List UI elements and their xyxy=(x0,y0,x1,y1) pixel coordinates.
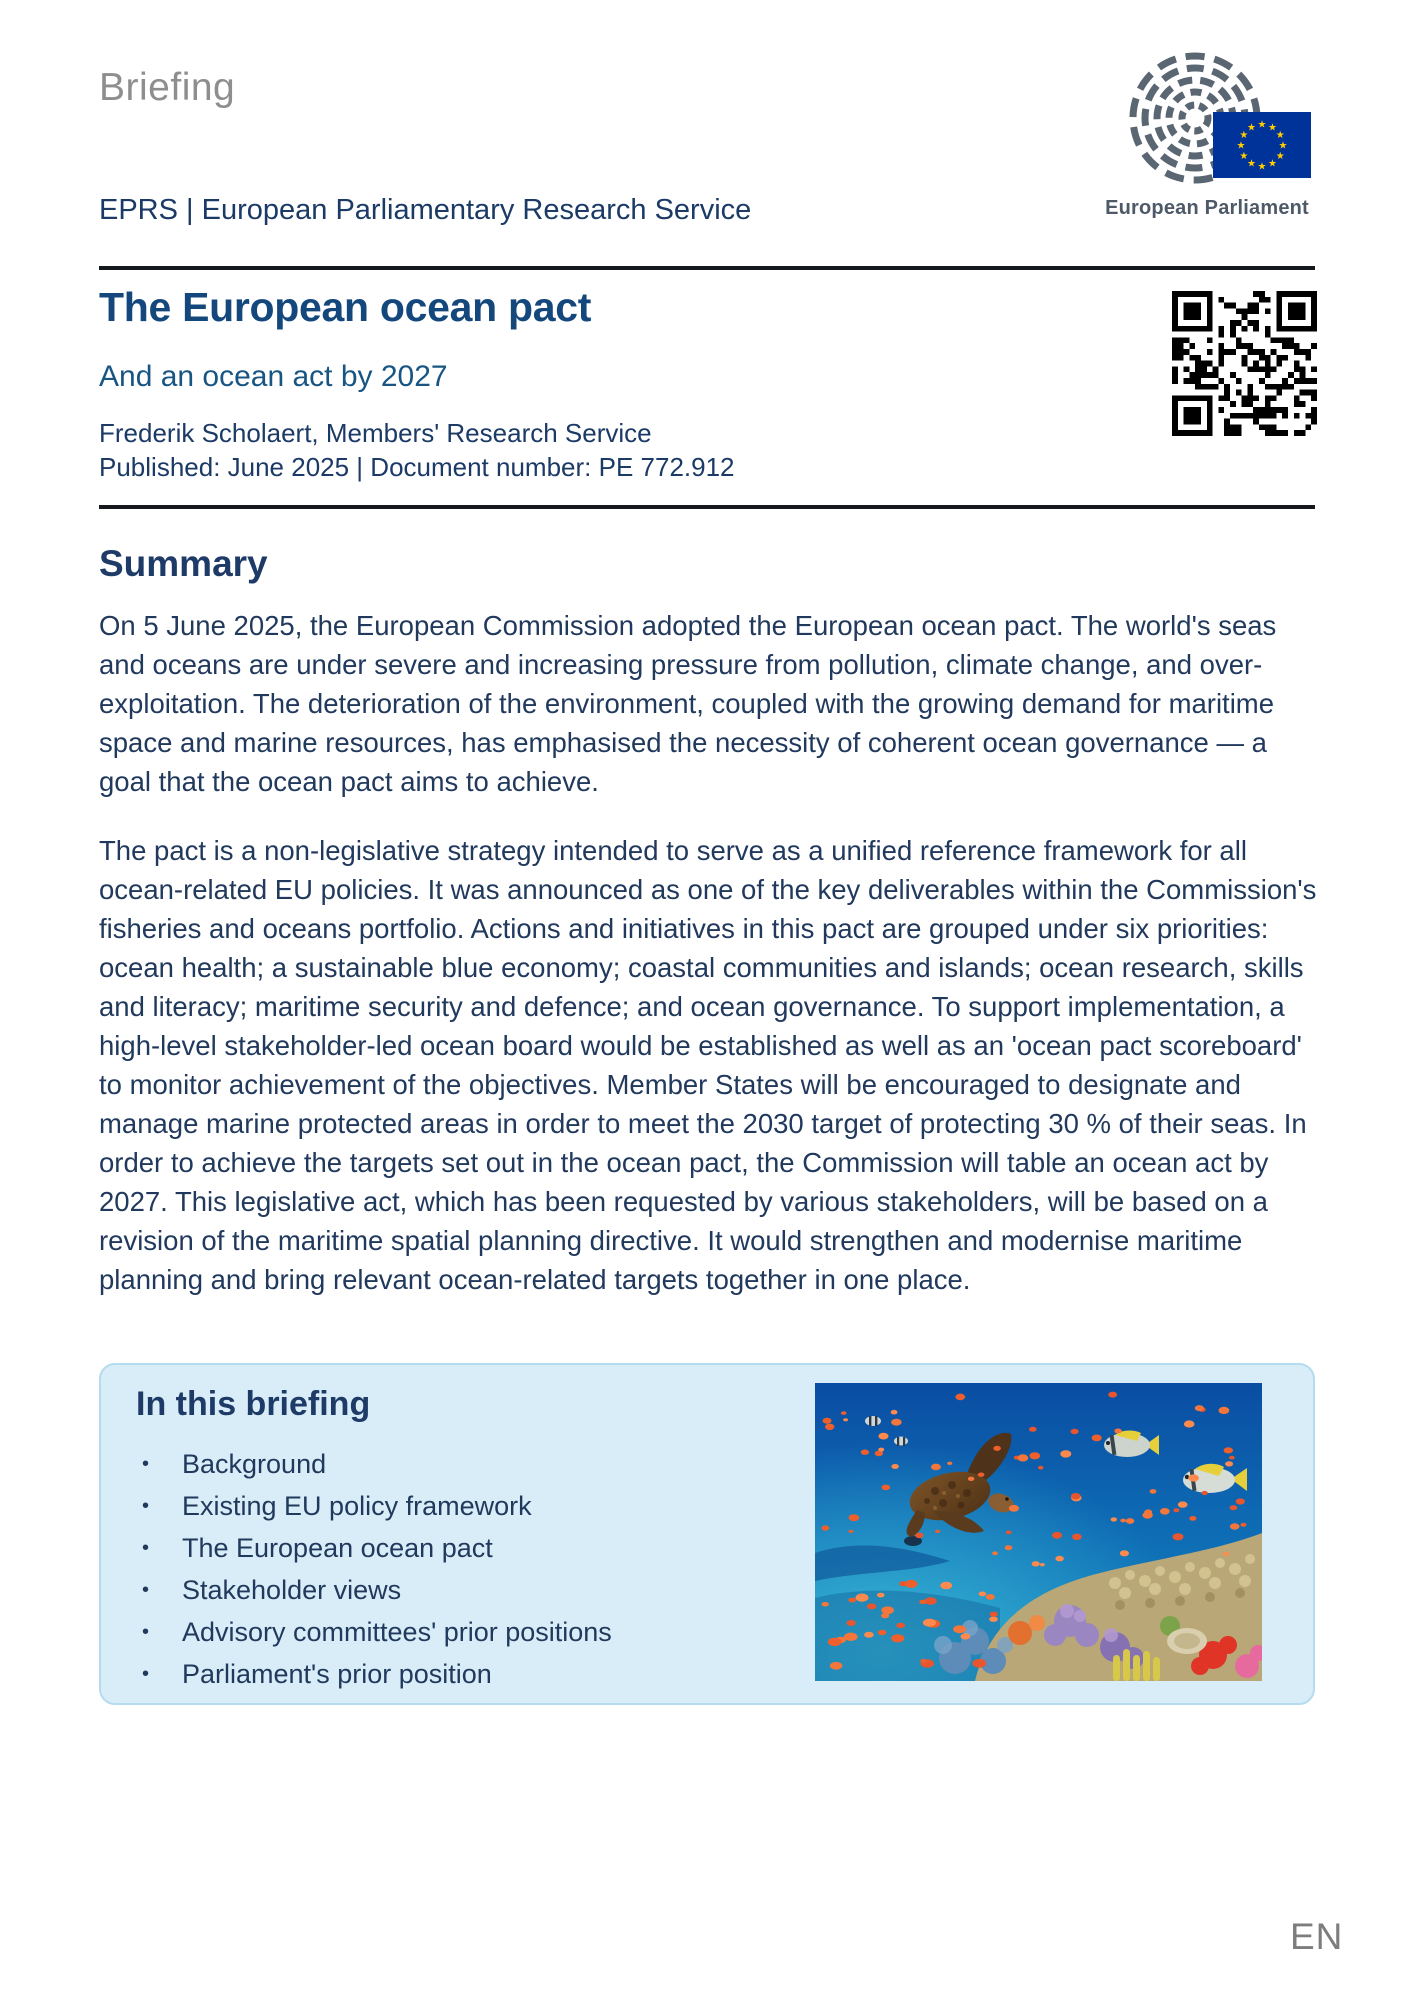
briefing-item-parliaments-prior-position[interactable]: • Parliament's prior position xyxy=(136,1653,612,1695)
summary-body xyxy=(99,606,1321,1329)
briefing-item-stakeholder-views[interactable]: • Stakeholder views xyxy=(136,1569,612,1611)
page-title: The European ocean pact xyxy=(99,284,592,330)
coral-reef-photo xyxy=(815,1383,1262,1681)
logo-caption: European Parliament xyxy=(1105,197,1309,219)
in-this-briefing-box xyxy=(99,1363,1315,1705)
horizontal-rule-top xyxy=(99,266,1315,270)
briefing-contents-list xyxy=(136,1443,612,1695)
hemicycle-logo-icon xyxy=(1098,52,1316,190)
briefing-item-the-european-ocean-pact[interactable]: • The European ocean pact xyxy=(136,1527,612,1569)
page-subtitle: And an ocean act by 2027 xyxy=(99,360,448,393)
summary-paragraph: On 5 June 2025, the European Commission adopted the European ocean pact. The world's seas and oceans are under severe and increasing pressure from pollution, climate change, and over-exploitation. The deterioration of the environment, coupled with the growing demand for maritime space and marine resources, has emphasised the necessity of coherent ocean governance — a goal that the ocean pact aims to achieve. xyxy=(99,610,1277,797)
author-line: Frederik Scholaert, Members' Research Service xyxy=(99,418,652,448)
svg-text:★: ★ xyxy=(1278,140,1288,152)
horizontal-rule-bottom xyxy=(99,505,1315,509)
svg-text:★: ★ xyxy=(1247,158,1256,170)
svg-text:★: ★ xyxy=(1257,119,1267,131)
svg-text:★: ★ xyxy=(1239,130,1249,141)
summary-paragraph: The pact is a non-legislative strategy intended to serve as a unified reference framework for all ocean-related EU policies. It was announced as one of the key deliverables within the Commission's fisheries and oceans portfolio. Actions and initiatives in this pact are grouped under six priorities: ocean health; a sustainable blue economy; coastal communities and islands; ocean research, skills and literacy; maritime security and defence; and ocean governance. To support implementation, a high-level stakeholder-led ocean board would be established as well as an 'ocean pact scoreboard' to monitor achievement of the objectives. Member States will be encouraged to designate and manage marine protected areas in order to meet the 2030 target of protecting 30 % of their seas. In order to achieve the targets set out in the ocean pact, the Commission will table an ocean act by 2027. This legislative act, which has been requested by various stakeholders, will be based on a revision of the maritime spatial planning directive. It would strengthen and modernise maritime planning and bring relevant ocean-related targets together in one place. xyxy=(99,835,1317,1295)
svg-text:★: ★ xyxy=(1268,158,1277,170)
qr-code xyxy=(1172,291,1317,436)
briefing-item-existing-eu-policy-framework[interactable]: • Existing EU policy framework xyxy=(136,1485,612,1527)
briefing-item-background[interactable]: • Background xyxy=(136,1443,612,1485)
published-line: Published: June 2025 | Document number: PE 772.912 xyxy=(99,452,735,482)
svg-text:★: ★ xyxy=(1239,151,1249,162)
european-parliament-logo xyxy=(1098,52,1316,220)
briefing-box-heading: In this briefing xyxy=(136,1385,371,1423)
svg-text:★: ★ xyxy=(1257,161,1267,173)
language-badge: EN xyxy=(1290,1916,1344,1957)
briefing-item-advisory-committees-prior-positions[interactable]: • Advisory committees' prior positions xyxy=(136,1611,612,1653)
svg-text:★: ★ xyxy=(1275,151,1285,162)
svg-text:★: ★ xyxy=(1268,122,1277,134)
summary-heading: Summary xyxy=(99,543,268,584)
svg-text:★: ★ xyxy=(1275,130,1285,141)
document-type-kicker: Briefing xyxy=(99,66,236,109)
svg-text:★: ★ xyxy=(1236,140,1246,152)
service-name-line: EPRS | European Parliamentary Research Service xyxy=(99,194,752,226)
svg-text:★: ★ xyxy=(1247,122,1256,134)
